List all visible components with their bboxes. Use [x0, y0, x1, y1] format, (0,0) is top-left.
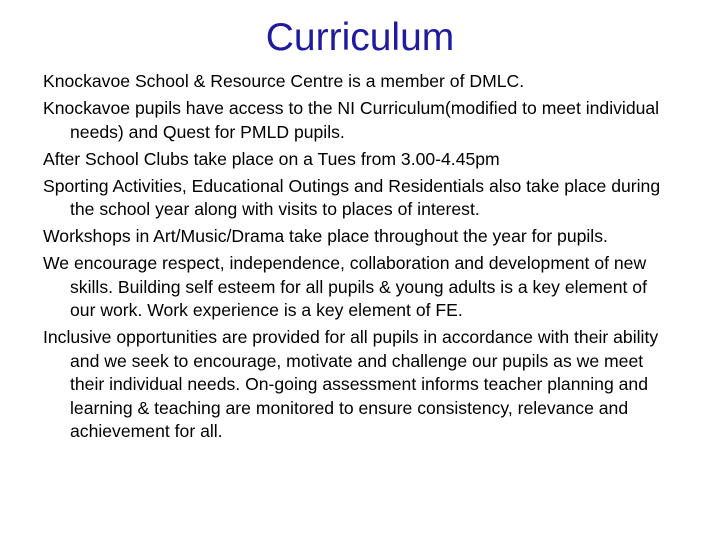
paragraph-workshops: Workshops in Art/Music/Drama take place throughout the year for pupils.: [43, 226, 608, 246]
slide-title: Curriculum: [265, 16, 455, 59]
body-text-list: [43, 70, 673, 447]
paragraph-dmlc-membership: Knockavoe School & Resource Centre is a member of DMLC.: [43, 71, 525, 91]
paragraph-after-school-clubs: After School Clubs take place on a Tues from 3.00-4.45pm: [43, 148, 500, 169]
paragraph-encourage-respect: We encourage respect, independence, collaboration and development of new skills. Building self esteem for all pupils & young adults is a key element of our work. Work experience is a key element of FE.: [43, 253, 647, 320]
paragraph-curriculum-access: Knockavoe pupils have access to the NI Curriculum(modified to meet individual needs) and Quest for PMLD pupils.: [43, 98, 660, 142]
paragraph-inclusive-opportunities: Inclusive opportunities are provided for all pupils in accordance with their ability and we seek to encourage, motivate and challenge our pupils as we meet their individual needs. On-going assessment informs teacher planning and learning & teaching are monitored to ensure consistency, relevance and achievement for all.: [43, 327, 659, 441]
paragraph-sporting-activities: Sporting Activities, Educational Outings and Residentials also take place during the school year along with visits to places of interest.: [43, 175, 661, 219]
